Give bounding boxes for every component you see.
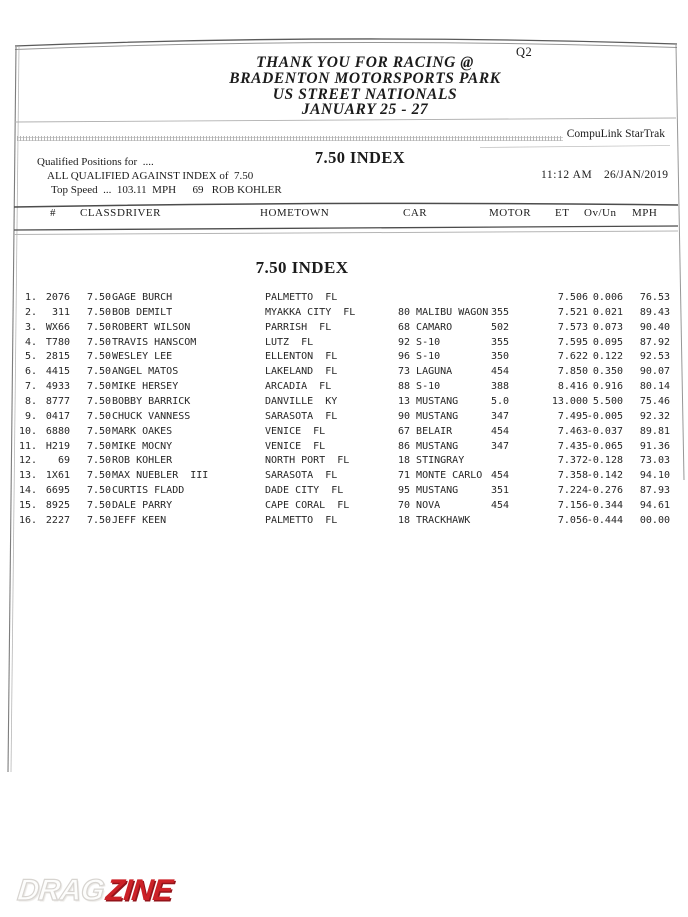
column-header-et: ET: [555, 207, 570, 219]
cell-hometown: SARASOTA FL: [265, 410, 338, 422]
table-row: [0, 499, 688, 514]
cell-ovun: -0.065: [586, 440, 623, 452]
cell-rank: 7.: [24, 381, 37, 393]
table-row: [0, 484, 688, 499]
table-row: [0, 291, 688, 306]
cell-num: T780: [45, 336, 70, 348]
cell-hometown: ARCADIA FL: [265, 381, 332, 393]
cell-driver: MARK OAKES: [112, 425, 173, 437]
cell-mph: 75.46: [639, 395, 670, 407]
cell-driver: WESLEY LEE: [112, 351, 173, 363]
timing-system-brand: CompuLink StarTrak: [566, 128, 665, 140]
cell-ovun: -0.444: [586, 514, 623, 526]
event-header-line2: BRADENTON MOTORSPORTS PARK: [229, 69, 501, 87]
cell-ovun: -0.005: [586, 410, 623, 422]
cell-mph: 73.03: [639, 455, 670, 467]
cell-driver: BOBBY BARRICK: [112, 395, 191, 407]
cell-rank: 13.: [18, 470, 37, 482]
cell-et: 7.463: [557, 425, 588, 437]
cell-rank: 6.: [24, 366, 37, 378]
cell-mph: 80.14: [639, 381, 670, 393]
cell-ovun: -0.142: [586, 470, 623, 482]
cell-rank: 14.: [18, 485, 37, 497]
cell-cls: 7.50: [87, 336, 112, 348]
cell-hometown: SARASOTA FL: [265, 470, 338, 482]
event-header: [40, 55, 688, 118]
table-row: [0, 440, 688, 455]
cell-num: 8925: [45, 499, 70, 511]
cell-motor: 454: [491, 470, 510, 482]
cell-driver: JEFF KEEN: [112, 514, 167, 526]
cell-mph: 92.53: [639, 351, 670, 363]
cell-ovun: 0.021: [592, 306, 623, 318]
column-header-motor: MOTOR: [489, 207, 532, 219]
cell-car: 18 STINGRAY: [398, 455, 465, 467]
cell-hometown: VENICE FL: [265, 440, 326, 452]
cell-car: 13 MUSTANG: [398, 395, 459, 407]
cell-driver: BOB DEMILT: [112, 306, 173, 318]
cell-cls: 7.50: [87, 410, 112, 422]
cell-num: 2815: [45, 351, 70, 363]
cell-num: H219: [45, 440, 70, 452]
cell-cls: 7.50: [87, 395, 112, 407]
cell-hometown: LUTZ FL: [265, 336, 314, 348]
cell-driver: MIKE MOCNY: [112, 440, 173, 452]
cell-driver: ROBERT WILSON: [112, 321, 191, 333]
cell-hometown: LAKELAND FL: [265, 366, 338, 378]
top-speed-label: Top Speed ... 103.11 MPH 69 ROB KOHLER: [51, 184, 282, 196]
column-header-mph: MPH: [632, 207, 658, 219]
cell-motor: 347: [491, 440, 510, 452]
cell-rank: 15.: [18, 499, 37, 511]
cell-car: 18 TRACKHAWK: [398, 514, 471, 526]
qualified-index-label: ALL QUALIFIED AGAINST INDEX of 7.50: [47, 170, 254, 182]
cell-cls: 7.50: [87, 292, 112, 303]
cell-cls: 7.50: [87, 381, 112, 393]
print-time: 11:12 AM: [541, 169, 593, 181]
cell-cls: 7.50: [87, 306, 112, 318]
cell-car: 86 MUSTANG: [398, 440, 459, 452]
cell-rank: 16.: [18, 514, 37, 526]
cell-et: 7.435: [557, 440, 588, 452]
cell-ovun: 0.122: [592, 351, 623, 363]
cell-hometown: PALMETTO FL: [265, 514, 338, 526]
print-date: 26/JAN/2019: [604, 169, 669, 181]
cell-rank: 9.: [24, 410, 37, 422]
session-label: Q2: [516, 45, 533, 59]
cell-motor: 454: [491, 425, 510, 437]
cell-mph: 92.32: [639, 410, 670, 422]
cell-cls: 7.50: [87, 440, 112, 452]
cell-et: 7.506: [557, 292, 588, 303]
cell-rank: 10.: [18, 425, 37, 437]
cell-motor: 347: [491, 410, 510, 422]
cell-et: 7.358: [557, 470, 588, 482]
cell-mph: 87.92: [639, 336, 670, 348]
cell-et: 7.595: [557, 336, 588, 348]
column-header-hometown: HOMETOWN: [260, 207, 330, 219]
cell-et: 7.495: [557, 410, 588, 422]
cell-num: 1X61: [45, 470, 70, 482]
qualified-positions-label: Qualified Positions for ....: [37, 156, 154, 168]
table-row: [0, 410, 688, 425]
cell-car: 70 NOVA: [398, 499, 441, 511]
cell-hometown: DANVILLE KY: [265, 395, 338, 407]
table-row: [0, 395, 688, 410]
table-row: [0, 380, 688, 395]
dotted-separator: [17, 136, 563, 141]
cell-driver: ROB KOHLER: [112, 455, 173, 467]
cell-motor: 5.0: [491, 395, 510, 407]
column-header-class: CLASS: [80, 207, 117, 219]
cell-ovun: 0.073: [592, 321, 623, 333]
cell-car: 73 LAGUNA: [398, 366, 453, 378]
cell-cls: 7.50: [87, 499, 112, 511]
cell-driver: CHUCK VANNESS: [112, 410, 191, 422]
cell-ovun: -0.128: [586, 455, 623, 467]
cell-num: 2076: [45, 292, 70, 303]
cell-rank: 1.: [24, 292, 37, 303]
class-title: 7.50 INDEX: [314, 148, 406, 167]
cell-driver: CURTIS FLADD: [112, 485, 185, 497]
cell-ovun: 0.095: [592, 336, 623, 348]
cell-hometown: CAPE CORAL FL: [265, 499, 350, 511]
cell-motor: 388: [491, 381, 510, 393]
event-header-line3: US STREET NATIONALS: [272, 85, 458, 103]
cell-ovun: 5.500: [592, 395, 623, 407]
cell-car: 90 MUSTANG: [398, 410, 459, 422]
cell-et: 7.224: [557, 485, 588, 497]
cell-num: 0417: [45, 410, 70, 422]
cell-driver: MIKE HERSEY: [112, 381, 179, 393]
cell-motor: 355: [491, 306, 510, 318]
cell-rank: 11.: [18, 440, 37, 452]
cell-car: 88 S-10: [398, 381, 441, 393]
cell-rank: 3.: [24, 321, 37, 333]
cell-et: 7.521: [557, 306, 588, 318]
cell-driver: ANGEL MATOS: [112, 366, 179, 378]
cell-mph: 89.43: [639, 306, 670, 318]
cell-car: 95 MUSTANG: [398, 485, 459, 497]
cell-et: 13.000: [551, 395, 588, 407]
cell-cls: 7.50: [87, 470, 112, 482]
cell-et: 7.622: [557, 351, 588, 363]
cell-driver: MAX NUEBLER III: [112, 470, 209, 482]
cell-ovun: -0.037: [586, 425, 623, 437]
cell-ovun: 0.916: [592, 381, 623, 393]
cell-motor: 355: [491, 336, 510, 348]
cell-num: 2227: [45, 514, 70, 526]
cell-car: 80 MALIBU WAGON: [398, 306, 489, 318]
cell-motor: 454: [491, 366, 510, 378]
dragzine-logo: [16, 876, 174, 906]
cell-car: 68 CAMARO: [398, 321, 453, 333]
cell-num: WX66: [45, 321, 70, 333]
cell-car: 67 BELAIR: [398, 425, 453, 437]
cell-mph: 76.53: [639, 292, 670, 303]
cell-cls: 7.50: [87, 351, 112, 363]
cell-et: 7.573: [557, 321, 588, 333]
column-header-car: CAR: [403, 207, 428, 219]
cell-motor: 350: [491, 351, 510, 363]
cell-mph: 87.93: [639, 485, 670, 497]
column-header-ov-un: Ov/Un: [584, 207, 617, 219]
cell-cls: 7.50: [87, 455, 112, 467]
cell-driver: GAGE BURCH: [112, 292, 173, 303]
table-row: [0, 350, 688, 365]
cell-rank: 2.: [24, 306, 37, 318]
logo-part-zine: ZINE: [104, 874, 175, 907]
cell-rank: 12.: [18, 455, 37, 467]
cell-hometown: ELLENTON FL: [265, 351, 338, 363]
cell-mph: 90.07: [639, 366, 670, 378]
cell-num: 311: [51, 306, 70, 318]
column-header-driver: DRIVER: [117, 207, 161, 219]
cell-mph: 89.81: [639, 425, 670, 437]
event-header-line4: JANUARY 25 - 27: [301, 101, 429, 119]
cell-hometown: NORTH PORT FL: [265, 455, 350, 467]
table-row: [0, 514, 688, 529]
cell-et: 8.416: [557, 381, 588, 393]
cell-num: 8777: [45, 395, 70, 407]
cell-driver: TRAVIS HANSCOM: [112, 336, 197, 348]
cell-rank: 8.: [24, 395, 37, 407]
cell-driver: DALE PARRY: [112, 499, 173, 511]
table-row: [0, 306, 688, 321]
cell-mph: 94.61: [639, 499, 670, 511]
cell-car: 71 MONTE CARLO: [398, 470, 483, 482]
cell-et: 7.056: [557, 514, 588, 526]
cell-et: 7.850: [557, 366, 588, 378]
cell-rank: 4.: [24, 336, 37, 348]
event-header-line1: THANK YOU FOR RACING @: [256, 54, 474, 71]
cell-hometown: DADE CITY FL: [265, 485, 344, 497]
cell-motor: 351: [491, 485, 510, 497]
cell-cls: 7.50: [87, 321, 112, 333]
cell-ovun: -0.276: [586, 485, 623, 497]
cell-cls: 7.50: [87, 366, 112, 378]
table-row: [0, 454, 688, 469]
cell-num: 4933: [45, 381, 70, 393]
cell-cls: 7.50: [87, 514, 112, 526]
cell-car: 96 S-10: [398, 351, 441, 363]
cell-ovun: 0.006: [592, 292, 623, 303]
cell-cls: 7.50: [87, 425, 112, 437]
logo-part-drag: DRAG: [15, 874, 106, 907]
cell-ovun: -0.344: [586, 499, 623, 511]
table-row: [0, 336, 688, 351]
cell-rank: 5.: [24, 351, 37, 363]
cell-motor: 502: [491, 321, 510, 333]
cell-motor: 454: [491, 499, 510, 511]
section-title: 7.50 INDEX: [255, 258, 349, 277]
table-row: [0, 469, 688, 484]
cell-mph: 94.10: [639, 470, 670, 482]
table-row: [0, 321, 688, 336]
cell-mph: 90.40: [639, 321, 670, 333]
cell-hometown: MYAKKA CITY FL: [265, 306, 356, 318]
cell-mph: 00.00: [639, 514, 670, 526]
cell-num: 4415: [45, 366, 70, 378]
cell-cls: 7.50: [87, 485, 112, 497]
cell-num: 6880: [45, 425, 70, 437]
cell-num: 6695: [45, 485, 70, 497]
cell-hometown: PALMETTO FL: [265, 292, 338, 303]
cell-hometown: VENICE FL: [265, 425, 326, 437]
cell-et: 7.156: [557, 499, 588, 511]
cell-mph: 91.36: [639, 440, 670, 452]
cell-et: 7.372: [557, 455, 588, 467]
cell-ovun: 0.350: [592, 366, 623, 378]
cell-num: 69: [57, 455, 70, 467]
cell-car: 92 S-10: [398, 336, 441, 348]
table-row: [0, 425, 688, 440]
table-row: [0, 365, 688, 380]
column-header--: #: [50, 207, 56, 219]
cell-hometown: PARRISH FL: [265, 321, 332, 333]
